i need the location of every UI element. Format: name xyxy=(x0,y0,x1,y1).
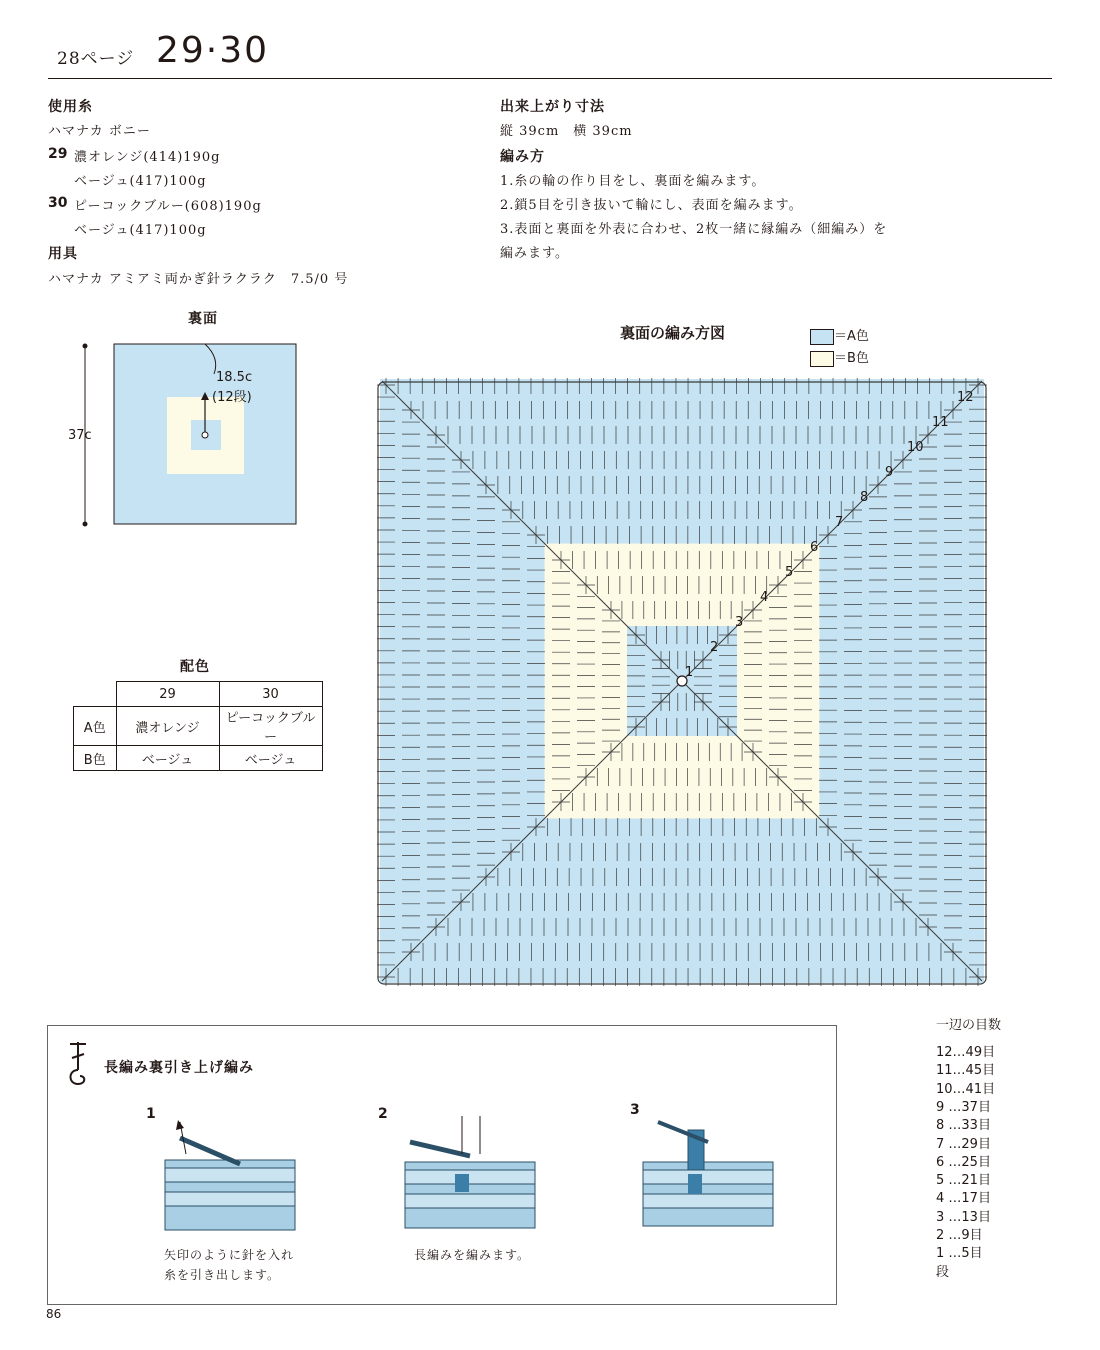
stitch-count-row: 10…41目 xyxy=(936,1081,996,1097)
finished-size: 縦 39cm 横 39cm xyxy=(500,124,633,139)
table-cell: ピーコックブルー xyxy=(219,707,322,746)
legend-swatch-a xyxy=(810,329,834,345)
back-post-symbol-icon xyxy=(66,1040,90,1088)
color-table xyxy=(73,681,323,771)
header-rule xyxy=(48,78,1052,79)
tools-text: ハマナカ アミアミ両かぎ針ラクラク 7.5/0 号 xyxy=(48,272,349,287)
round-number-label: 12 xyxy=(957,390,974,405)
technique-step-text: 矢印のように針を入れ xyxy=(164,1248,295,1262)
stitch-count-row: 3 …13目 xyxy=(936,1209,991,1225)
stitch-count-row: 8 …33目 xyxy=(936,1118,991,1134)
table-row xyxy=(74,682,323,707)
variant-30-color-b: ベージュ(417)100g xyxy=(74,223,207,238)
variant-29-number: 29 xyxy=(48,146,68,162)
technique-illustration xyxy=(160,1118,300,1233)
pattern-number-title: 29·30 xyxy=(156,30,270,71)
variant-29-color-a: 濃オレンジ(414)190g xyxy=(74,150,221,165)
round-number-label: 4 xyxy=(760,590,769,605)
stitch-count-row: 1 …5目 xyxy=(936,1246,983,1262)
table-cell: ベージュ xyxy=(116,746,219,771)
round-number-label: 11 xyxy=(932,415,949,430)
stitch-count-row: 11…45目 xyxy=(936,1063,996,1079)
stitch-count-row: 7 …29目 xyxy=(936,1136,991,1152)
legend-a: ＝A色 xyxy=(810,325,869,345)
stitch-count-row: 12…49目 xyxy=(936,1045,996,1060)
round-number-label: 3 xyxy=(735,615,744,630)
technique-step-number: 2 xyxy=(378,1106,388,1122)
round-number-label: 2 xyxy=(710,640,719,655)
chart-title: 裏面の編み方図 xyxy=(620,324,726,342)
legend-b: ＝B色 xyxy=(810,347,869,367)
variant-30-color-a: ピーコックブルー(608)190g xyxy=(74,199,262,214)
stitch-count-row: 6 …25目 xyxy=(936,1154,991,1170)
technique-illustration xyxy=(400,1112,540,1232)
small-diagram-title: 裏面 xyxy=(188,311,218,327)
color-table-title: 配色 xyxy=(180,659,210,675)
variant-29-color-b: ベージュ(417)100g xyxy=(74,174,207,189)
page-number: 86 xyxy=(46,1307,62,1321)
side-dimension-label: 37c xyxy=(68,428,92,443)
table-cell: B色 xyxy=(74,746,117,771)
technique-step-number: 3 xyxy=(630,1102,640,1118)
stitch-count-title: 一辺の目数 xyxy=(936,1018,1002,1033)
round-number-label: 10 xyxy=(907,440,924,455)
stitch-count-footer: 段 xyxy=(936,1264,950,1280)
technique-step-number: 1 xyxy=(146,1106,156,1122)
technique-illustration xyxy=(638,1112,778,1230)
small-diagram xyxy=(60,336,310,536)
table-cell: 濃オレンジ xyxy=(116,707,219,746)
method-step: 1.糸の輪の作り目をし、裏面を編みます。 xyxy=(500,174,766,189)
table-header-30: 30 xyxy=(219,682,322,707)
method-step: 編みます。 xyxy=(500,246,569,261)
table-row xyxy=(74,707,323,746)
table-cell: ベージュ xyxy=(219,746,322,771)
technique-step-text: 糸を引き出します。 xyxy=(164,1268,281,1282)
yarn-heading: 使用糸 xyxy=(48,99,93,115)
table-row xyxy=(74,746,323,771)
stitch-count-row: 5 …21目 xyxy=(936,1173,991,1189)
variant-30-number: 30 xyxy=(48,195,68,211)
technique-title: 長編み裏引き上げ編み xyxy=(104,1060,254,1076)
tools-heading: 用具 xyxy=(48,246,78,262)
round-number-label: 5 xyxy=(785,565,794,580)
method-step: 3.表面と裏面を外表に合わせ、2枚一緒に縁編み（細編み）を xyxy=(500,222,888,237)
radius-label: 18.5c xyxy=(216,370,253,385)
stitch-count-row: 9 …37目 xyxy=(936,1099,991,1115)
stitch-count-row: 2 …9目 xyxy=(936,1228,983,1243)
page-reference: 28ページ xyxy=(57,49,135,69)
rows-label: (12段) xyxy=(212,390,252,405)
legend-swatch-b xyxy=(810,351,834,367)
yarn-name: ハマナカ ボニー xyxy=(48,124,151,139)
method-step: 2.鎖5目を引き抜いて輪にし、表面を編みます。 xyxy=(500,198,803,213)
round-number-label: 9 xyxy=(885,465,894,480)
method-heading: 編み方 xyxy=(500,149,545,165)
technique-step-text: 長編みを編みます。 xyxy=(414,1248,531,1262)
round-number-label: 1 xyxy=(685,665,694,680)
stitch-count-row: 4 …17目 xyxy=(936,1191,991,1207)
crochet-chart xyxy=(374,378,990,988)
round-number-label: 6 xyxy=(810,540,819,555)
finished-size-heading: 出来上がり寸法 xyxy=(500,99,605,115)
round-number-label: 7 xyxy=(835,515,844,530)
round-number-label: 8 xyxy=(860,490,869,505)
table-cell: A色 xyxy=(74,707,117,746)
table-header-29: 29 xyxy=(116,682,219,707)
